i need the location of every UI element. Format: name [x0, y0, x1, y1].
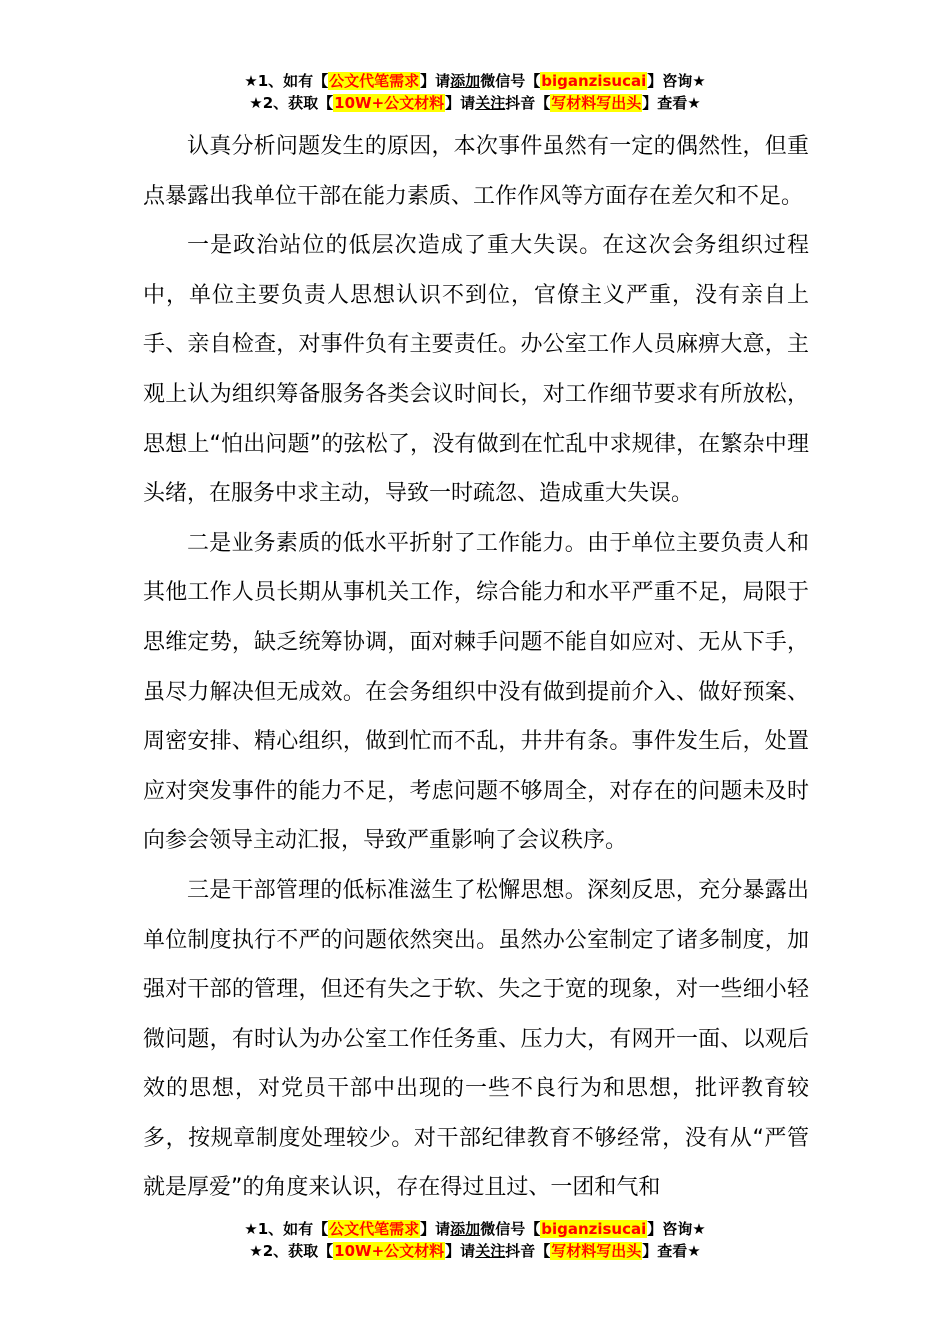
star-icon: ★: [692, 1220, 706, 1238]
banner-line-1: [0, 1218, 950, 1240]
highlight-service: 公文代笔需求: [329, 1220, 420, 1238]
header-banner: [0, 70, 950, 114]
banner-text: 】咨询: [647, 72, 693, 90]
paragraph-point-one: 一是政治站位的低层次造成了重大失误。在这次会务组织过程中，单位主要负责人思想认识不到位，官僚主义严重，没有亲自上手、亲自检查，对事件负有主要责任。办公室工作人员麻痹大意，主观上认为组织筹备服务各类会议时间长，对工作细节要求有所放松，思想上“怕出问题”的弦松了，没有做到在忙乱中求规律，在繁杂中理头绪，在服务中求主动，导致一时疏忽、造成重大失误。: [143, 233, 809, 507]
highlight-service: 公文代笔需求: [329, 72, 420, 90]
banner-text: 抖音【: [505, 1242, 551, 1260]
highlight-wechat-id: biganzisucai: [541, 72, 647, 90]
banner-text: 】查看: [642, 94, 688, 112]
banner-text: 2、获取【: [262, 1242, 334, 1260]
underlined-action: 添加: [450, 1220, 481, 1238]
paragraph-point-two: 二是业务素质的低水平折射了工作能力。由于单位主要负责人和其他工作人员长期从事机关工作，综合能力和水平严重不足，局限于思维定势，缺乏统筹协调，面对棘手问题不能自如应对、无从下手，虽尽力解决但无成效。在会务组织中没有做到提前介入、做好预案、周密安排、精心组织，做到忙而不乱，井井有条。事件发生后，处置应对突发事件的能力不足，考虑问题不够周全，对存在的问题未及时向参会领导主动汇报，导致严重影响了会议秩序。: [143, 530, 809, 854]
star-icon: ★: [249, 94, 263, 112]
banner-text: 1、如有【: [257, 72, 329, 90]
banner-text: 2、获取【: [262, 94, 334, 112]
underlined-action: 添加: [450, 72, 481, 90]
banner-text: 1、如有【: [257, 1220, 329, 1238]
banner-text: 微信号【: [480, 72, 541, 90]
highlight-materials: 10W+公文材料: [334, 94, 445, 112]
banner-text: 】请: [445, 1242, 476, 1260]
banner-line-2: [0, 92, 950, 114]
star-icon: ★: [244, 1220, 258, 1238]
banner-text: 】查看: [642, 1242, 688, 1260]
paragraph-point-three: 三是干部管理的低标准滋生了松懈思想。深刻反思，充分暴露出单位制度执行不严的问题依然突出。虽然办公室制定了诸多制度，加强对干部的管理，但还有失之于软、失之于宽的现象，对一些细小轻微问题，有时认为办公室工作任务重、压力大，有网开一面、以观后效的思想，对党员干部中出现的一些不良行为和思想，批评教育较多，按规章制度处理较少。对干部纪律教育不够经常，没有从“严管就是厚爱”的角度来认识，存在得过且过、一团和气和: [143, 877, 809, 1201]
banner-text: 】咨询: [647, 1220, 693, 1238]
underlined-action: 关注: [475, 1242, 506, 1260]
banner-text: 】请: [420, 1220, 451, 1238]
highlight-douyin-account: 写材料写出头: [551, 94, 642, 112]
banner-line-2: [0, 1240, 950, 1262]
star-icon: ★: [244, 72, 258, 90]
banner-text: 】请: [445, 94, 476, 112]
star-icon: ★: [687, 94, 701, 112]
highlight-wechat-id: biganzisucai: [541, 1220, 647, 1238]
footer-banner: [0, 1218, 950, 1262]
underlined-action: 关注: [475, 94, 506, 112]
banner-text: 抖音【: [505, 94, 551, 112]
document-body: [143, 122, 809, 1213]
star-icon: ★: [687, 1242, 701, 1260]
paragraph-intro: 认真分析问题发生的原因，本次事件虽然有一定的偶然性，但重点暴露出我单位干部在能力素质、工作作风等方面存在差欠和不足。: [143, 134, 809, 209]
highlight-materials: 10W+公文材料: [334, 1242, 445, 1260]
banner-text: 】请: [420, 72, 451, 90]
banner-line-1: [0, 70, 950, 92]
star-icon: ★: [692, 72, 706, 90]
highlight-douyin-account: 写材料写出头: [551, 1242, 642, 1260]
banner-text: 微信号【: [480, 1220, 541, 1238]
star-icon: ★: [249, 1242, 263, 1260]
